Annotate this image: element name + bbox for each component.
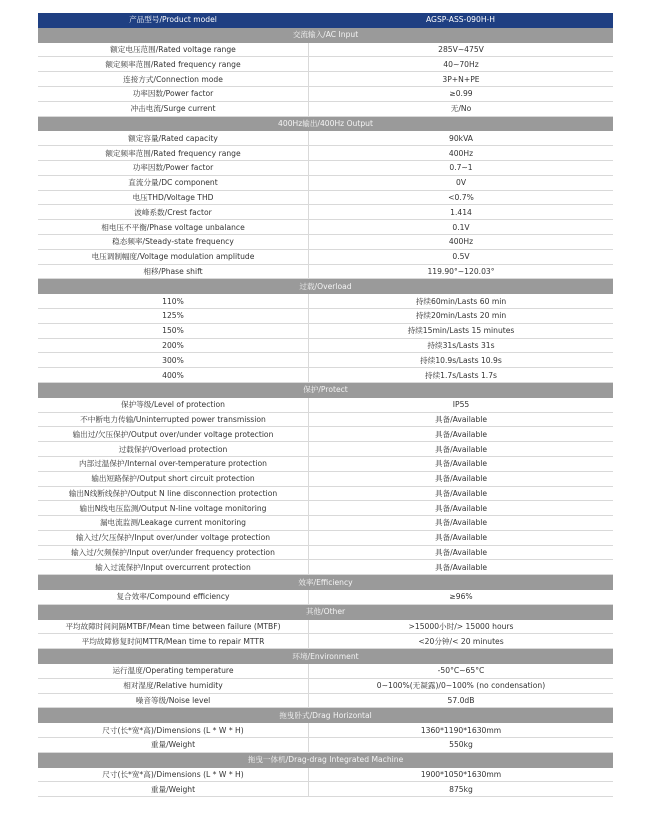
table-row <box>38 220 613 235</box>
table-row <box>38 457 613 472</box>
spec-value: 持续1.7s/Lasts 1.7s <box>425 370 497 380</box>
spec-label: 电压THD/Voltage THD <box>38 191 309 205</box>
spec-label: 额定容量/Rated capacity <box>38 131 309 145</box>
spec-value: 持续20min/Lasts 20 min <box>415 311 507 321</box>
table-row <box>38 353 613 368</box>
table-row <box>38 782 613 797</box>
table-row <box>38 531 613 546</box>
spec-value: 285V~475V <box>438 44 484 54</box>
spec-value: 具备/Available <box>434 503 488 513</box>
section-title: 拖曳一体机/Drag-drag Integrated Machine <box>247 755 404 765</box>
spec-value: <20分钟/< 20 minutes <box>418 636 504 646</box>
spec-value: 550kg <box>449 740 473 750</box>
table-row <box>38 161 613 176</box>
spec-label: 相移/Phase shift <box>38 265 309 279</box>
section-title: 400Hz输出/400Hz Output <box>278 118 373 128</box>
spec-label: 尺寸(长*宽*高)/Dimensions (L * W * H) <box>38 768 309 782</box>
spec-label: 保护等级/Level of protection <box>38 398 309 412</box>
section-header <box>38 753 613 768</box>
table-row <box>38 87 613 102</box>
spec-value: <0.7% <box>448 192 474 202</box>
spec-value: ≥96% <box>449 592 473 602</box>
spec-value: 1900*1050*1630mm <box>420 770 502 780</box>
section-title: 保护/Protect <box>303 385 348 395</box>
spec-value: 具备/Available <box>434 533 488 543</box>
spec-value: 持续15min/Lasts 15 minutes <box>407 326 515 336</box>
table-row <box>38 176 613 191</box>
table-row <box>38 398 613 413</box>
table-row <box>38 324 613 339</box>
spec-label: 400% <box>38 368 309 382</box>
spec-value: 0~100%(无凝露)/0~100% (no condensation) <box>376 681 546 691</box>
table-row <box>38 72 613 87</box>
section-header <box>38 117 613 132</box>
spec-label: 内部过温保护/Internal over-temperature protection <box>38 457 309 471</box>
spec-label: 额定频率范围/Rated frequency range <box>38 146 309 160</box>
section-header <box>38 605 613 620</box>
spec-label: 平均故障修复时间MTTR/Mean time to repair MTTR <box>38 634 309 648</box>
section-header <box>38 279 613 294</box>
table-row <box>38 294 613 309</box>
spec-value: 40~70Hz <box>443 59 479 69</box>
spec-value: 具备/Available <box>434 518 488 528</box>
table-row <box>38 546 613 561</box>
spec-label: 重量/Weight <box>38 782 309 796</box>
spec-label: 复合效率/Compound efficiency <box>38 590 309 604</box>
spec-value: 57.0dB <box>447 696 475 706</box>
product-model-value: AGSP-ASS-090H-H <box>426 15 495 25</box>
spec-value: 具备/Available <box>434 548 488 558</box>
spec-label: 噪音等级/Noise level <box>38 694 309 708</box>
table-row <box>38 43 613 58</box>
spec-value: 0.5V <box>452 252 470 262</box>
table-row <box>38 427 613 442</box>
spec-label: 功率因数/Power factor <box>38 87 309 101</box>
spec-value: 具备/Available <box>434 414 488 424</box>
spec-label: 输入过流保护/Input overcurrent protection <box>38 560 309 574</box>
spec-table <box>38 13 613 797</box>
spec-label: 输出过/欠压保护/Output over/under voltage protection <box>38 427 309 441</box>
spec-value: 具备/Available <box>434 474 488 484</box>
table-row <box>38 413 613 428</box>
spec-label: 稳态频率/Steady-state frequency <box>38 235 309 249</box>
spec-label: 尺寸(长*宽*高)/Dimensions (L * W * H) <box>38 723 309 737</box>
spec-label: 150% <box>38 324 309 338</box>
spec-label: 输出短路保护/Output short circuit protection <box>38 472 309 486</box>
table-row <box>38 516 613 531</box>
section-title: 环境/Environment <box>292 651 359 661</box>
spec-value: 具备/Available <box>434 444 488 454</box>
table-row <box>38 768 613 783</box>
spec-label: 额定频率范围/Rated frequency range <box>38 57 309 71</box>
table-row <box>38 442 613 457</box>
spec-value: 具备/Available <box>434 459 488 469</box>
table-row <box>38 560 613 575</box>
spec-value: -50°C~65°C <box>437 666 485 676</box>
table-row <box>38 487 613 502</box>
spec-value: 400Hz <box>448 237 474 247</box>
spec-value: 119.90°~120.03° <box>427 266 495 276</box>
table-row <box>38 723 613 738</box>
table-row <box>38 146 613 161</box>
spec-value: 90kVA <box>449 133 473 143</box>
spec-value: >15000小时/> 15000 hours <box>408 622 514 632</box>
spec-value: 400Hz <box>448 148 474 158</box>
spec-value: ≥0.99 <box>449 89 473 99</box>
table-row <box>38 620 613 635</box>
table-row <box>38 590 613 605</box>
section-header <box>38 383 613 398</box>
spec-label: 200% <box>38 339 309 353</box>
table-row <box>38 205 613 220</box>
spec-label: 重量/Weight <box>38 738 309 752</box>
spec-label: 125% <box>38 309 309 323</box>
table-row <box>38 191 613 206</box>
spec-label: 功率因数/Power factor <box>38 161 309 175</box>
spec-label: 运行温度/Operating temperature <box>38 664 309 678</box>
spec-value: 持续10.9s/Lasts 10.9s <box>420 355 502 365</box>
spec-value: 875kg <box>449 784 473 794</box>
spec-value: 持续31s/Lasts 31s <box>427 340 495 350</box>
section-header <box>38 28 613 43</box>
spec-value: 0V <box>455 178 467 188</box>
table-row <box>38 235 613 250</box>
spec-label: 电压调制幅度/Voltage modulation amplitude <box>38 250 309 264</box>
table-row <box>38 368 613 383</box>
spec-label: 输出N线电压监测/Output N-line voltage monitoring <box>38 501 309 515</box>
section-header <box>38 708 613 723</box>
spec-value: 1.414 <box>450 207 472 217</box>
spec-value: IP55 <box>452 400 470 410</box>
spec-label: 平均故障时间间隔MTBF/Mean time between failure (MTBF) <box>38 620 309 634</box>
spec-label: 输出N线断线保护/Output N line disconnection protection <box>38 487 309 501</box>
spec-label: 300% <box>38 353 309 367</box>
spec-value: 0.1V <box>452 222 470 232</box>
table-row <box>38 57 613 72</box>
spec-value: 持续60min/Lasts 60 min <box>415 296 507 306</box>
spec-label: 连接方式/Connection mode <box>38 72 309 86</box>
spec-value: 0.7~1 <box>449 163 473 173</box>
spec-value: 3P+N+PE <box>442 74 480 84</box>
spec-value: 1360*1190*1630mm <box>420 725 502 735</box>
table-row <box>38 472 613 487</box>
spec-label: 直流分量/DC component <box>38 176 309 190</box>
spec-label: 相电压不平衡/Phase voltage unbalance <box>38 220 309 234</box>
spec-value: 无/No <box>450 104 472 114</box>
spec-label: 110% <box>38 294 309 308</box>
section-header <box>38 575 613 590</box>
spec-label: 相对湿度/Relative humidity <box>38 679 309 693</box>
section-title: 其他/Other <box>305 607 346 617</box>
table-row <box>38 679 613 694</box>
spec-label: 波峰系数/Crest factor <box>38 205 309 219</box>
spec-label: 过载保护/Overload protection <box>38 442 309 456</box>
table-row <box>38 694 613 709</box>
spec-value: 具备/Available <box>434 429 488 439</box>
table-row <box>38 265 613 280</box>
section-title: 效率/Efficiency <box>298 577 353 587</box>
spec-label: 输入过/欠压保护/Input over/under voltage protection <box>38 531 309 545</box>
product-model-label: 产品型号/Product model <box>129 15 217 25</box>
table-row <box>38 309 613 324</box>
table-header-row <box>38 13 613 28</box>
spec-label: 漏电流监测/Leakage current monitoring <box>38 516 309 530</box>
section-header <box>38 649 613 664</box>
spec-label: 输入过/欠频保护/Input over/under frequency protection <box>38 546 309 560</box>
table-row <box>38 664 613 679</box>
section-title: 过载/Overload <box>299 281 352 291</box>
section-title: 拖曳卧式/Drag Horizontal <box>279 710 372 720</box>
spec-label: 不中断电力传输/Uninterrupted power transmission <box>38 413 309 427</box>
spec-value: 具备/Available <box>434 562 488 572</box>
spec-label: 冲击电流/Surge current <box>38 102 309 116</box>
table-row <box>38 501 613 516</box>
table-row <box>38 131 613 146</box>
table-row <box>38 738 613 753</box>
table-row <box>38 634 613 649</box>
section-title: 交流输入/AC Input <box>292 30 359 40</box>
table-row <box>38 102 613 117</box>
table-row <box>38 250 613 265</box>
spec-value: 具备/Available <box>434 488 488 498</box>
table-row <box>38 339 613 354</box>
spec-label: 额定电压范围/Rated voltage range <box>38 43 309 57</box>
